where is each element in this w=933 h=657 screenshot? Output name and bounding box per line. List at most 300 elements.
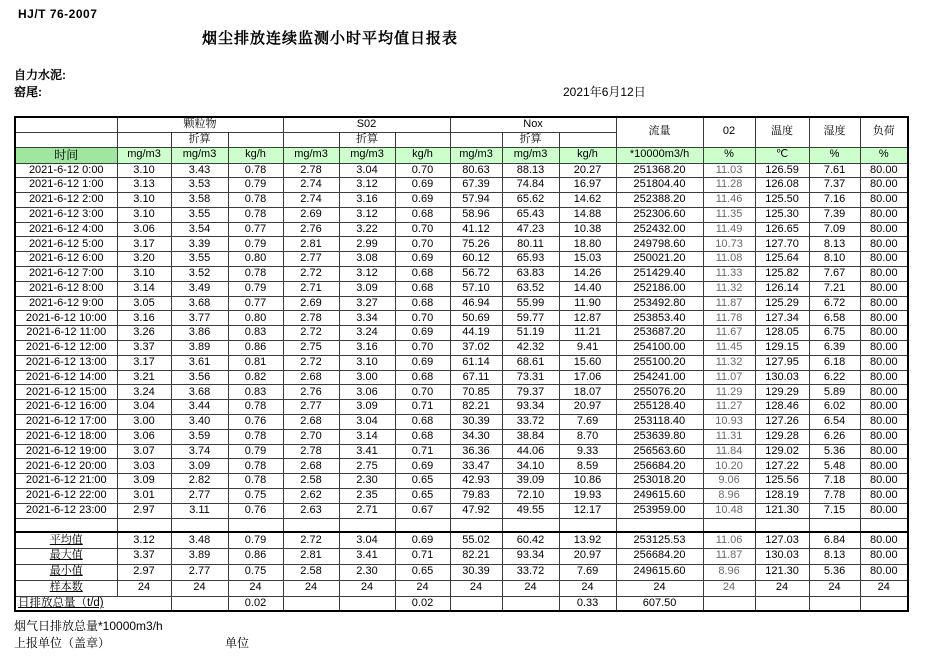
value-cell: 6.22 <box>809 370 860 385</box>
value-cell: 254241.00 <box>616 370 703 385</box>
value-cell: 19.93 <box>559 489 616 504</box>
summary-value-cell: 82.21 <box>450 548 502 564</box>
value-cell: 5.48 <box>809 459 860 474</box>
summary-value-cell: 80.00 <box>860 548 908 564</box>
table-row <box>15 355 908 370</box>
value-cell: 3.89 <box>171 341 228 356</box>
summary-value-cell: 2.77 <box>171 564 228 580</box>
value-cell: 68.61 <box>502 355 559 370</box>
header-flow: 流量 <box>616 117 703 147</box>
header-blank <box>15 117 117 132</box>
value-cell: 80.00 <box>860 296 908 311</box>
empty-cell <box>283 518 339 532</box>
value-cell: 8.10 <box>809 252 860 267</box>
value-cell: 6.02 <box>809 400 860 415</box>
value-cell: 3.59 <box>171 429 228 444</box>
daily-total-cell: 0.02 <box>395 596 450 611</box>
value-cell: 7.39 <box>809 207 860 222</box>
value-cell: 3.34 <box>339 311 395 326</box>
value-cell: 3.13 <box>117 178 171 193</box>
summary-value-cell: 0.69 <box>395 532 450 548</box>
time-cell: 2021-6-12 21:00 <box>15 474 117 489</box>
value-cell: 80.00 <box>860 267 908 282</box>
value-cell: 49.55 <box>502 503 559 518</box>
value-cell: 0.77 <box>228 222 283 237</box>
reporting-unit-label: 上报单位（盖章） <box>14 636 111 650</box>
value-cell: 0.79 <box>228 281 283 296</box>
value-cell: 79.37 <box>502 385 559 400</box>
value-cell: 0.70 <box>395 341 450 356</box>
table-row <box>15 400 908 415</box>
value-cell: 0.79 <box>228 178 283 193</box>
value-cell: 3.49 <box>171 281 228 296</box>
value-cell: 6.18 <box>809 355 860 370</box>
value-cell: 74.84 <box>502 178 559 193</box>
value-cell: 82.21 <box>450 400 502 415</box>
summary-value-cell: 24 <box>228 580 283 596</box>
value-cell: 11.46 <box>703 193 755 208</box>
value-cell: 2.69 <box>283 296 339 311</box>
value-cell: 129.15 <box>755 341 809 356</box>
value-cell: 80.00 <box>860 311 908 326</box>
time-cell: 2021-6-12 14:00 <box>15 370 117 385</box>
value-cell: 0.78 <box>228 474 283 489</box>
header-temperature: 温度 <box>755 117 809 147</box>
value-cell: 44.06 <box>502 444 559 459</box>
value-cell: 0.69 <box>395 355 450 370</box>
summary-value-cell: 7.69 <box>559 564 616 580</box>
value-cell: 7.78 <box>809 489 860 504</box>
empty-cell <box>117 518 171 532</box>
value-cell: 50.69 <box>450 311 502 326</box>
value-cell: 10.38 <box>559 222 616 237</box>
summary-value-cell: 249615.60 <box>616 564 703 580</box>
value-cell: 80.00 <box>860 370 908 385</box>
summary-value-cell: 0.75 <box>228 564 283 580</box>
value-cell: 128.46 <box>755 400 809 415</box>
summary-value-cell: 93.34 <box>502 548 559 564</box>
empty-cell <box>502 518 559 532</box>
time-cell: 2021-6-12 17:00 <box>15 415 117 430</box>
table-row <box>15 252 908 267</box>
table-row <box>15 222 908 237</box>
doc-number: HJ/T 76-2007 <box>18 7 98 21</box>
value-cell: 9.41 <box>559 341 616 356</box>
value-cell: 65.43 <box>502 207 559 222</box>
value-cell: 11.28 <box>703 178 755 193</box>
header-blank <box>117 132 171 147</box>
value-cell: 3.11 <box>171 503 228 518</box>
header-blank <box>395 132 450 147</box>
value-cell: 11.32 <box>703 355 755 370</box>
value-cell: 33.72 <box>502 415 559 430</box>
value-cell: 7.37 <box>809 178 860 193</box>
value-cell: 2.77 <box>171 489 228 504</box>
value-cell: 0.68 <box>395 429 450 444</box>
table-row <box>15 207 908 222</box>
value-cell: 3.04 <box>339 415 395 430</box>
value-cell: 3.54 <box>171 222 228 237</box>
value-cell: 3.17 <box>117 237 171 252</box>
value-cell: 0.69 <box>395 252 450 267</box>
daily-total-cell <box>809 596 860 611</box>
unit-cell: mg/m3 <box>450 147 502 163</box>
summary-value-cell: 30.39 <box>450 564 502 580</box>
header-blank <box>283 132 339 147</box>
value-cell: 128.05 <box>755 326 809 341</box>
time-cell: 2021-6-12 11:00 <box>15 326 117 341</box>
summary-value-cell: 24 <box>703 580 755 596</box>
summary-value-cell: 24 <box>502 580 559 596</box>
summary-row <box>15 548 908 564</box>
value-cell: 10.20 <box>703 459 755 474</box>
time-cell: 2021-6-12 1:00 <box>15 178 117 193</box>
value-cell: 11.67 <box>703 326 755 341</box>
summary-label: 最小值 <box>15 564 117 580</box>
value-cell: 3.07 <box>117 444 171 459</box>
daily-total-cell: 0.02 <box>228 596 283 611</box>
page-title: 烟尘排放连续监测小时平均值日报表 <box>201 30 458 47</box>
value-cell: 0.82 <box>228 370 283 385</box>
table-row <box>15 193 908 208</box>
value-cell: 55.99 <box>502 296 559 311</box>
value-cell: 37.02 <box>450 341 502 356</box>
value-cell: 20.97 <box>559 400 616 415</box>
header-blank <box>15 132 117 147</box>
value-cell: 73.31 <box>502 370 559 385</box>
value-cell: 3.08 <box>339 252 395 267</box>
summary-value-cell: 33.72 <box>502 564 559 580</box>
value-cell: 3.41 <box>339 444 395 459</box>
summary-value-cell: 3.41 <box>339 548 395 564</box>
value-cell: 3.14 <box>339 429 395 444</box>
value-cell: 3.21 <box>117 370 171 385</box>
value-cell: 11.29 <box>703 385 755 400</box>
value-cell: 3.16 <box>339 341 395 356</box>
value-cell: 2.74 <box>283 178 339 193</box>
value-cell: 126.65 <box>755 222 809 237</box>
value-cell: 253959.00 <box>616 503 703 518</box>
value-cell: 0.86 <box>228 341 283 356</box>
summary-value-cell: 24 <box>616 580 703 596</box>
header-converted-so2: 折算 <box>339 132 395 147</box>
value-cell: 3.12 <box>339 207 395 222</box>
summary-value-cell: 2.81 <box>283 548 339 564</box>
value-cell: 7.09 <box>809 222 860 237</box>
empty-cell <box>616 518 703 532</box>
empty-cell <box>339 518 395 532</box>
value-cell: 51.19 <box>502 326 559 341</box>
value-cell: 250021.20 <box>616 252 703 267</box>
value-cell: 2.75 <box>283 341 339 356</box>
summary-value-cell: 8.13 <box>809 548 860 564</box>
table-row <box>15 311 908 326</box>
value-cell: 0.80 <box>228 311 283 326</box>
value-cell: 42.32 <box>502 341 559 356</box>
empty-cell <box>703 518 755 532</box>
value-cell: 129.29 <box>755 385 809 400</box>
value-cell: 3.74 <box>171 444 228 459</box>
value-cell: 255100.20 <box>616 355 703 370</box>
value-cell: 15.03 <box>559 252 616 267</box>
value-cell: 0.68 <box>395 415 450 430</box>
value-cell: 0.77 <box>228 296 283 311</box>
value-cell: 6.72 <box>809 296 860 311</box>
value-cell: 2.82 <box>171 474 228 489</box>
value-cell: 129.02 <box>755 444 809 459</box>
flue-gas-total-note: 烟气日排放总量*10000m3/h <box>14 619 163 633</box>
value-cell: 0.78 <box>228 429 283 444</box>
value-cell: 15.60 <box>559 355 616 370</box>
value-cell: 11.21 <box>559 326 616 341</box>
header-pm: 颗粒物 <box>117 117 283 132</box>
value-cell: 10.86 <box>559 474 616 489</box>
time-cell: 2021-6-12 6:00 <box>15 252 117 267</box>
value-cell: 80.11 <box>502 237 559 252</box>
time-cell: 2021-6-12 22:00 <box>15 489 117 504</box>
time-cell: 2021-6-12 20:00 <box>15 459 117 474</box>
empty-cell <box>860 518 908 532</box>
value-cell: 59.77 <box>502 311 559 326</box>
table-row <box>15 267 908 282</box>
value-cell: 5.36 <box>809 444 860 459</box>
unit-label: 单位 <box>225 636 250 650</box>
value-cell: 5.89 <box>809 385 860 400</box>
value-cell: 2.70 <box>283 429 339 444</box>
company-label: 自力水泥: <box>14 68 66 82</box>
value-cell: 2.78 <box>283 311 339 326</box>
table-row <box>15 474 908 489</box>
value-cell: 11.90 <box>559 296 616 311</box>
unit-cell: % <box>703 147 755 163</box>
time-header: 时间 <box>15 147 117 163</box>
time-cell: 2021-6-12 12:00 <box>15 341 117 356</box>
monitoring-table <box>14 116 909 612</box>
value-cell: 2.99 <box>339 237 395 252</box>
value-cell: 11.84 <box>703 444 755 459</box>
value-cell: 3.24 <box>117 385 171 400</box>
daily-total-cell <box>755 596 809 611</box>
value-cell: 256563.60 <box>616 444 703 459</box>
value-cell: 0.78 <box>228 459 283 474</box>
value-cell: 0.81 <box>228 355 283 370</box>
value-cell: 126.59 <box>755 163 809 178</box>
value-cell: 63.52 <box>502 281 559 296</box>
value-cell: 2.62 <box>283 489 339 504</box>
unit-cell: mg/m3 <box>283 147 339 163</box>
value-cell: 3.77 <box>171 311 228 326</box>
value-cell: 249615.60 <box>616 489 703 504</box>
table-row <box>15 459 908 474</box>
value-cell: 125.82 <box>755 267 809 282</box>
value-cell: 126.08 <box>755 178 809 193</box>
value-cell: 2.69 <box>283 207 339 222</box>
value-cell: 0.67 <box>395 503 450 518</box>
value-cell: 80.00 <box>860 281 908 296</box>
empty-cell <box>171 518 228 532</box>
time-cell: 2021-6-12 13:00 <box>15 355 117 370</box>
table-row <box>15 281 908 296</box>
header-blank <box>228 132 283 147</box>
table-row <box>15 163 908 178</box>
report-date: 2021年6月12日 <box>563 85 646 99</box>
value-cell: 0.70 <box>395 222 450 237</box>
summary-value-cell: 80.00 <box>860 532 908 548</box>
value-cell: 2.78 <box>283 444 339 459</box>
value-cell: 3.39 <box>171 237 228 252</box>
value-cell: 39.09 <box>502 474 559 489</box>
value-cell: 251429.40 <box>616 267 703 282</box>
empty-cell <box>755 518 809 532</box>
time-cell: 2021-6-12 23:00 <box>15 503 117 518</box>
value-cell: 2.72 <box>283 267 339 282</box>
summary-row <box>15 532 908 548</box>
daily-total-cell: 0.33 <box>559 596 616 611</box>
value-cell: 9.06 <box>703 474 755 489</box>
value-cell: 10.48 <box>703 503 755 518</box>
value-cell: 11.07 <box>703 370 755 385</box>
value-cell: 3.09 <box>339 400 395 415</box>
value-cell: 3.52 <box>171 267 228 282</box>
value-cell: 80.63 <box>450 163 502 178</box>
value-cell: 3.04 <box>117 400 171 415</box>
value-cell: 46.94 <box>450 296 502 311</box>
time-cell: 2021-6-12 5:00 <box>15 237 117 252</box>
value-cell: 0.71 <box>395 400 450 415</box>
summary-row <box>15 580 908 596</box>
value-cell: 3.12 <box>339 178 395 193</box>
summary-value-cell: 0.65 <box>395 564 450 580</box>
value-cell: 70.85 <box>450 385 502 400</box>
value-cell: 125.50 <box>755 193 809 208</box>
value-cell: 126.14 <box>755 281 809 296</box>
value-cell: 3.56 <box>171 370 228 385</box>
value-cell: 3.16 <box>117 311 171 326</box>
value-cell: 3.10 <box>339 355 395 370</box>
value-cell: 253853.40 <box>616 311 703 326</box>
value-cell: 80.00 <box>860 355 908 370</box>
value-cell: 14.40 <box>559 281 616 296</box>
value-cell: 3.10 <box>117 193 171 208</box>
table-row <box>15 178 908 193</box>
value-cell: 127.95 <box>755 355 809 370</box>
summary-value-cell: 3.48 <box>171 532 228 548</box>
value-cell: 2.63 <box>283 503 339 518</box>
value-cell: 0.78 <box>228 400 283 415</box>
value-cell: 0.68 <box>395 281 450 296</box>
table-row <box>15 489 908 504</box>
value-cell: 7.61 <box>809 163 860 178</box>
value-cell: 3.06 <box>339 385 395 400</box>
value-cell: 0.69 <box>395 193 450 208</box>
value-cell: 7.18 <box>809 474 860 489</box>
daily-total-cell <box>283 596 339 611</box>
summary-value-cell: 8.96 <box>703 564 755 580</box>
header-blank <box>450 132 502 147</box>
value-cell: 3.37 <box>117 341 171 356</box>
header-nox: Nox <box>450 117 616 132</box>
daily-total-cell <box>171 596 228 611</box>
value-cell: 41.12 <box>450 222 502 237</box>
value-cell: 14.88 <box>559 207 616 222</box>
summary-label: 最大值 <box>15 548 117 564</box>
summary-value-cell: 24 <box>860 580 908 596</box>
value-cell: 2.68 <box>283 459 339 474</box>
unit-cell: kg/h <box>559 147 616 163</box>
value-cell: 8.59 <box>559 459 616 474</box>
value-cell: 11.08 <box>703 252 755 267</box>
value-cell: 11.31 <box>703 429 755 444</box>
summary-value-cell: 24 <box>117 580 171 596</box>
summary-value-cell: 13.92 <box>559 532 616 548</box>
time-cell: 2021-6-12 2:00 <box>15 193 117 208</box>
value-cell: 20.27 <box>559 163 616 178</box>
value-cell: 125.29 <box>755 296 809 311</box>
value-cell: 128.19 <box>755 489 809 504</box>
value-cell: 253018.20 <box>616 474 703 489</box>
value-cell: 3.09 <box>339 281 395 296</box>
table-row <box>15 429 908 444</box>
value-cell: 80.00 <box>860 474 908 489</box>
value-cell: 129.28 <box>755 429 809 444</box>
daily-total-cell <box>860 596 908 611</box>
summary-value-cell: 0.71 <box>395 548 450 564</box>
value-cell: 3.27 <box>339 296 395 311</box>
summary-value-cell: 3.37 <box>117 548 171 564</box>
empty-cell <box>809 518 860 532</box>
value-cell: 67.11 <box>450 370 502 385</box>
summary-value-cell: 55.02 <box>450 532 502 548</box>
summary-value-cell: 5.36 <box>809 564 860 580</box>
summary-value-cell: 24 <box>809 580 860 596</box>
value-cell: 0.70 <box>395 163 450 178</box>
table-body <box>15 117 908 611</box>
summary-value-cell: 3.04 <box>339 532 395 548</box>
value-cell: 125.56 <box>755 474 809 489</box>
value-cell: 2.30 <box>339 474 395 489</box>
value-cell: 56.72 <box>450 267 502 282</box>
empty-cell <box>395 518 450 532</box>
value-cell: 2.77 <box>283 252 339 267</box>
value-cell: 3.24 <box>339 326 395 341</box>
value-cell: 2.58 <box>283 474 339 489</box>
value-cell: 12.17 <box>559 503 616 518</box>
time-cell: 2021-6-12 0:00 <box>15 163 117 178</box>
value-cell: 3.40 <box>171 415 228 430</box>
value-cell: 0.69 <box>395 178 450 193</box>
value-cell: 61.14 <box>450 355 502 370</box>
value-cell: 3.53 <box>171 178 228 193</box>
summary-row <box>15 564 908 580</box>
value-cell: 3.58 <box>171 193 228 208</box>
header-o2: 02 <box>703 117 755 147</box>
value-cell: 14.26 <box>559 267 616 282</box>
value-cell: 9.33 <box>559 444 616 459</box>
value-cell: 80.00 <box>860 459 908 474</box>
value-cell: 80.00 <box>860 252 908 267</box>
value-cell: 3.86 <box>171 326 228 341</box>
value-cell: 3.20 <box>117 252 171 267</box>
value-cell: 2.77 <box>283 400 339 415</box>
value-cell: 18.07 <box>559 385 616 400</box>
table-row <box>15 296 908 311</box>
unit-cell: ℃ <box>755 147 809 163</box>
value-cell: 6.75 <box>809 326 860 341</box>
value-cell: 0.68 <box>395 296 450 311</box>
unit-cell: kg/h <box>228 147 283 163</box>
value-cell: 80.00 <box>860 207 908 222</box>
value-cell: 0.70 <box>395 385 450 400</box>
